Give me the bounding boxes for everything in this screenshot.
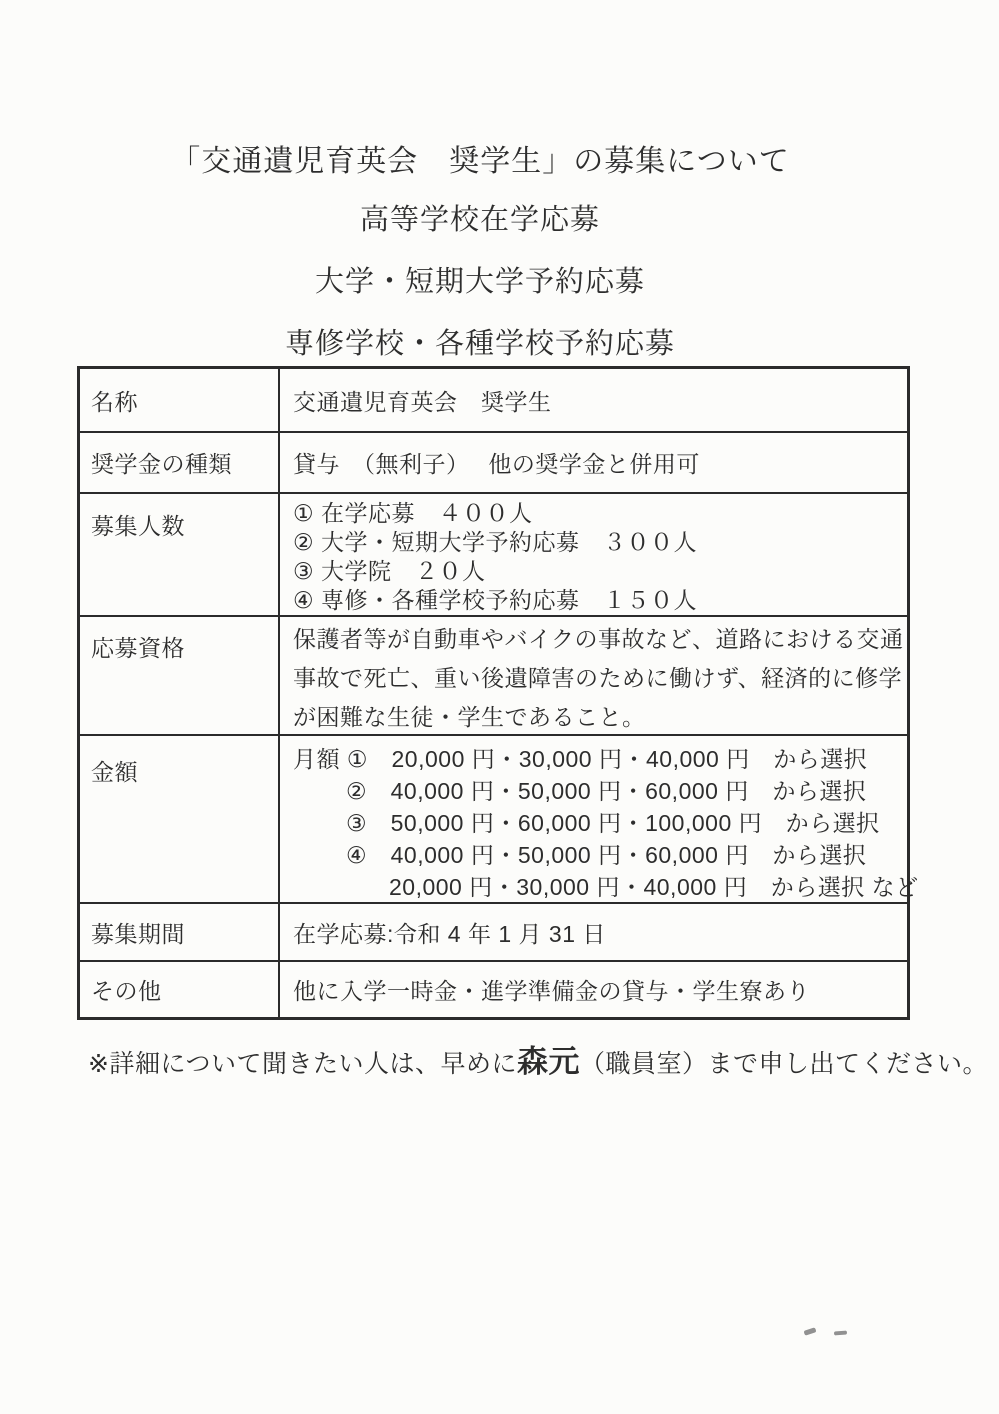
table-row-scholarship-type xyxy=(80,431,907,492)
document-title: 「交通遺児育英会 奨学生」の募集について xyxy=(170,145,790,178)
amount-line-5: 20,000 円・30,000 円・40,000 円 から選択 など xyxy=(389,874,919,900)
scan-speck-mark xyxy=(834,1331,847,1336)
quota-line-1: ① 在学応募 ４００人 xyxy=(293,500,533,526)
row-content-other: 他に入学一時金・進学準備金の貸与・学生寮あり xyxy=(293,978,810,1004)
row-label-name: 名称 xyxy=(80,369,280,431)
row-label-eligibility: 応募資格 xyxy=(80,617,280,734)
table-row-other xyxy=(80,960,907,1017)
table-row-eligibility xyxy=(80,615,907,734)
table-row-amount xyxy=(80,734,919,902)
footer-note-prefix: ※詳細について聞きたい人は、早めに xyxy=(88,1050,517,1078)
quota-line-4: ④ 専修・各種学校予約応募 １５０人 xyxy=(293,587,698,613)
table-row-name xyxy=(80,369,907,431)
contact-name: 森元 xyxy=(516,1044,580,1079)
table-row-quota xyxy=(80,492,907,615)
quota-line-2: ② 大学・短期大学予約応募 ３００人 xyxy=(293,529,698,555)
document-subtitle-highschool: 高等学校在学応募 xyxy=(359,204,600,236)
amount-line-1: 月額 ① 20,000 円・30,000 円・40,000 円 から選択 xyxy=(293,746,868,772)
row-content-scholarship-type: 貸与 （無利子） 他の奨学金と併用可 xyxy=(293,451,700,477)
row-content-amount xyxy=(280,736,919,902)
amount-line-3: ③ 50,000 円・60,000 円・100,000 円 から選択 xyxy=(346,810,880,836)
row-label-application-period: 募集期間 xyxy=(80,904,280,960)
row-label-other: その他 xyxy=(80,962,280,1017)
footer-note xyxy=(88,1036,988,1081)
row-content-application-period: 在学応募:令和 4 年 1 月 31 日 xyxy=(293,920,606,947)
document-subtitle-vocational: 専修学校・各種学校予約応募 xyxy=(284,328,675,360)
amount-line-2: ② 40,000 円・50,000 円・60,000 円 から選択 xyxy=(346,778,867,804)
row-label-scholarship-type: 奨学金の種類 xyxy=(80,433,280,492)
scholarship-info-table xyxy=(77,366,919,1020)
row-content-name: 交通遺児育英会 奨学生 xyxy=(293,388,552,415)
quota-line-3: ③ 大学院 ２０人 xyxy=(293,558,486,584)
eligibility-line-1: 保護者等が自動車やバイクの事故など、道路における交通 xyxy=(293,626,904,652)
document-subtitle-university: 大学・短期大学予約応募 xyxy=(314,266,645,298)
eligibility-line-3: が困難な生徒・学生であること。 xyxy=(293,704,646,730)
eligibility-line-2: 事故で死亡、重い後遺障害のために働けず、経済的に修学 xyxy=(293,665,903,691)
scan-speck-mark xyxy=(804,1327,817,1335)
row-label-amount: 金額 xyxy=(80,736,280,902)
row-label-quota: 募集人数 xyxy=(80,494,280,615)
footer-note-suffix: （職員室）まで申し出てください。 xyxy=(579,1050,988,1078)
amount-line-4: ④ 40,000 円・50,000 円・60,000 円 から選択 xyxy=(346,842,867,868)
row-content-eligibility xyxy=(280,617,907,734)
table-row-application-period xyxy=(80,902,907,960)
row-content-quota xyxy=(280,494,907,615)
